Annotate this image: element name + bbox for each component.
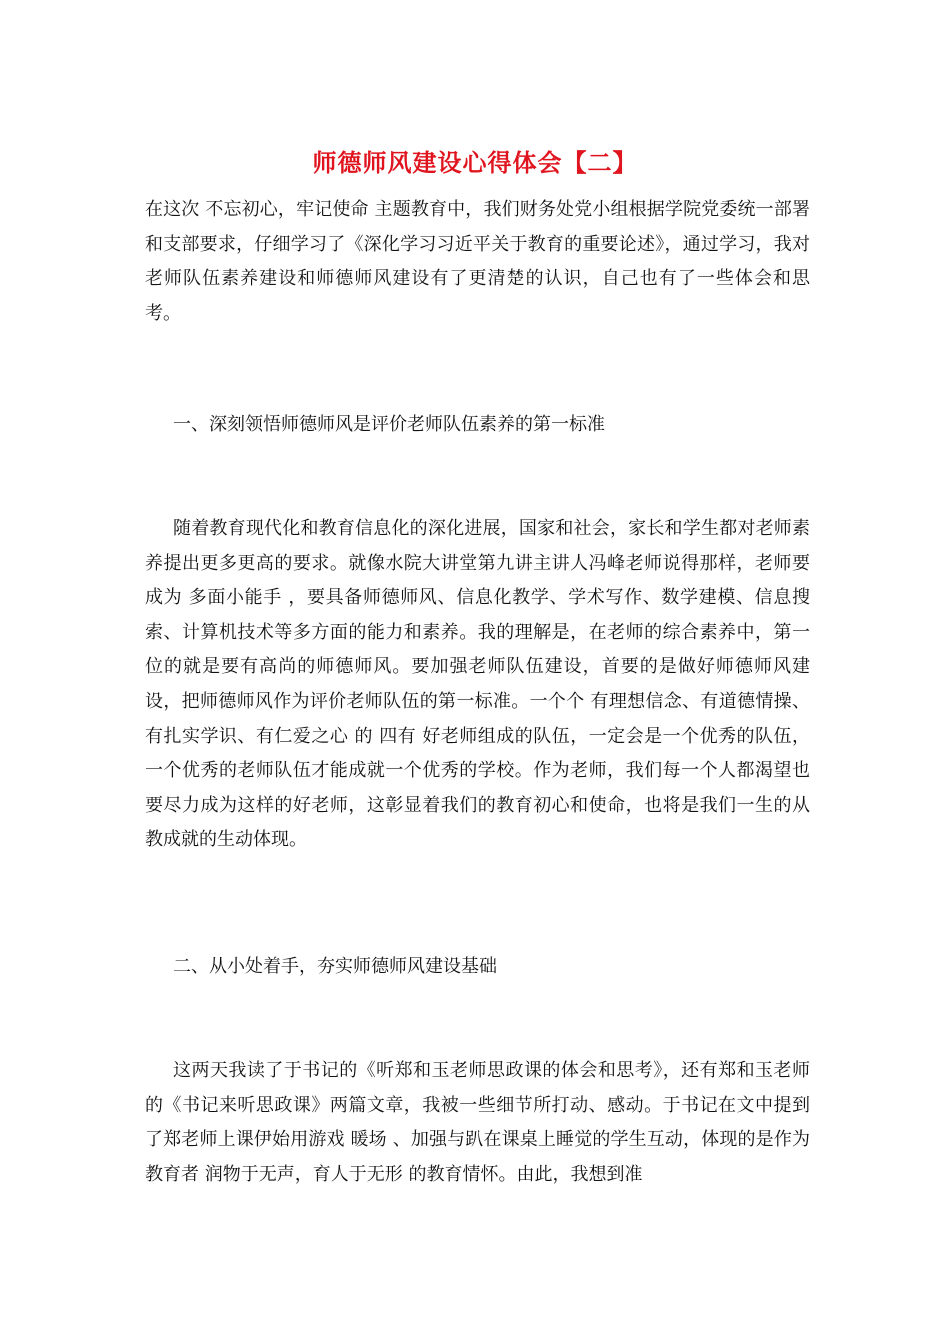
section-2-heading: 二、从小处着手，夯实师德师风建设基础 — [173, 956, 497, 977]
section-2-paragraph: 这两天我读了于书记的《听郑和玉老师思政课的体会和思考》，还有郑和玉老师的《书记来听思政课》两篇文章，我被一些细节所打动、感动。于书记在文中提到了郑老师上课伊始用游戏 暖场 、加强与趴在课桌上睡觉的学生互动，体现的是作为教育者 润物于无声，育人于无形 的教育情怀。由此，我想到准 — [145, 1060, 810, 1185]
section-1-heading: 一、深刻领悟师德师风是评价老师队伍素养的第一标准 — [173, 414, 605, 435]
intro-paragraph: 在这次 不忘初心，牢记使命 主题教育中，我们财务处党小组根据学院党委统一部署和支部要求，仔细学习了《深化学习习近平关于教育的重要论述》，通过学习，我对老师队伍素养建设和师德师风建设有了更清楚的认识，自己也有了一些体会和思考。 — [145, 199, 810, 324]
document-title: 师德师风建设心得体会【二】 — [312, 148, 638, 177]
section-1-paragraph: 随着教育现代化和教育信息化的深化进展，国家和社会，家长和学生都对老师素养提出更多更高的要求。就像水院大讲堂第九讲主讲人冯峰老师说得那样，老师要成为 多面小能手 ，要具备师德师风、信息化教学、学术写作、数学建模、信息搜索、计算机技术等多方面的能力和素养。我的理解是，在老师的综合素养中，第一位的就是要有高尚的师德师风。要加强老师队伍建设，首要的是做好师德师风建设，把师德师风作为评价老师队伍的第一标准。一个个 有理想信念、有道德情操、有扎实学识、有仁爱之心 的 四有 好老师组成的队伍，一定会是一个优秀的队伍，一个优秀的老师队伍才能成就一个优秀的学校。作为老师，我们每一个人都渴望也要尽力成为这样的好老师，这彰显着我们的教育初心和使命，也将是我们一生的从教成就的生动体现。 — [145, 518, 810, 851]
